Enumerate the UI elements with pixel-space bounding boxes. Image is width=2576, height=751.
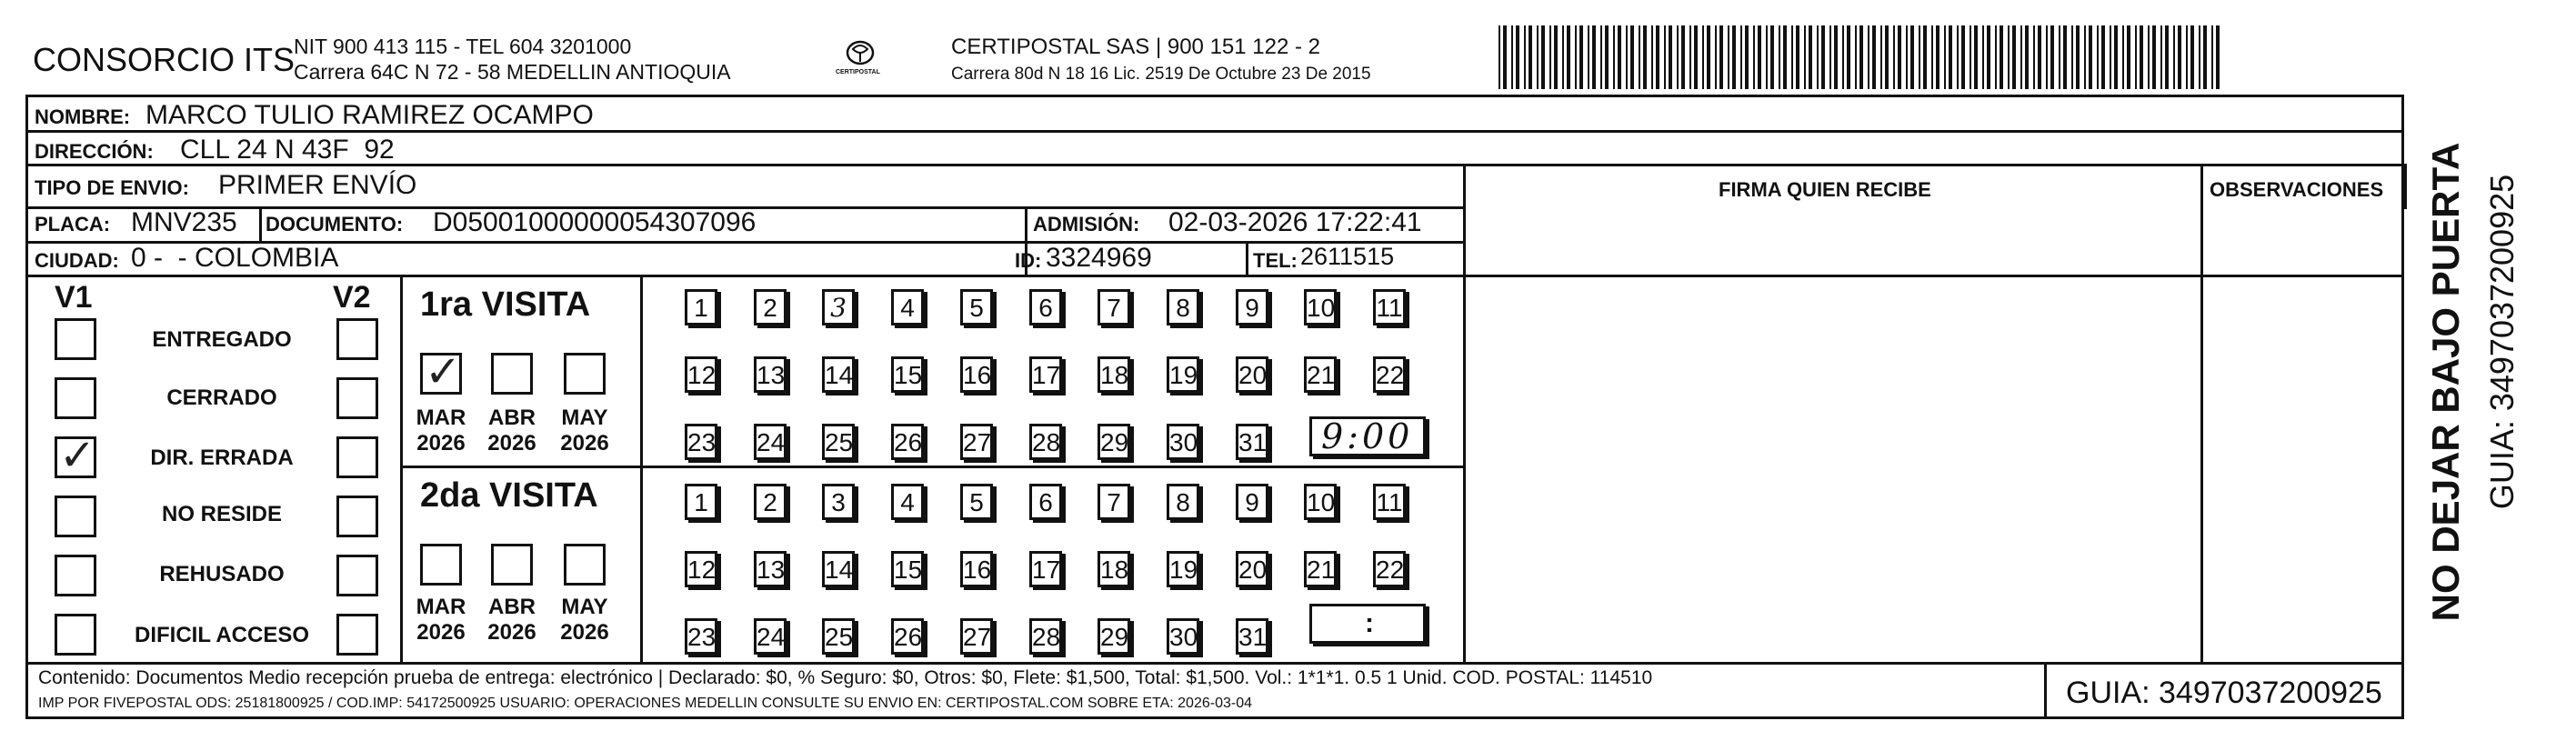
day-box[interactable]: 31 <box>1236 618 1268 655</box>
day-box[interactable]: 29 <box>1098 424 1130 460</box>
visit2-month-abr-checkbox[interactable] <box>491 544 533 586</box>
barcode-bar <box>1498 25 1500 89</box>
visit1-month-abr: ABR 2026 <box>487 406 536 456</box>
barcode-bar <box>1618 25 1621 89</box>
barcode-bar <box>2000 25 2003 89</box>
day-box[interactable]: 4 <box>891 484 924 520</box>
day-box[interactable]: 24 <box>754 424 787 460</box>
visit1-month-mar-checkbox[interactable] <box>420 346 462 397</box>
reason-dir-errada: DIR. ERRADA <box>150 446 294 470</box>
visit2-month-may: MAY 2026 <box>560 595 609 645</box>
barcode-bar <box>1817 25 1819 89</box>
day-box[interactable]: 28 <box>1029 424 1062 460</box>
reason-rehusado: REHUSADO <box>159 562 285 586</box>
barcode-bar <box>1579 25 1583 89</box>
day-box[interactable]: 2 <box>754 484 787 520</box>
barcode-bar <box>1677 25 1679 89</box>
visit1-month-mar: MAR 2026 <box>416 406 466 456</box>
ciudad-label: CIUDAD: <box>35 249 119 272</box>
v2-checkbox-dir-errada[interactable] <box>336 436 378 478</box>
day-box[interactable]: 12 <box>685 356 717 393</box>
barcode-bar <box>1588 25 1589 89</box>
logo-text: CERTIPOSTAL <box>836 69 880 75</box>
visit1-title: 1ra VISITA <box>420 285 591 324</box>
barcode-bar <box>2122 25 2124 89</box>
barcode-bar <box>1936 25 1940 89</box>
placa-label: PLACA: <box>35 213 111 235</box>
visit2-time-box[interactable] <box>1309 604 1426 644</box>
barcode-bar <box>1732 25 1736 89</box>
day-box[interactable]: 6 <box>1029 484 1062 520</box>
reason-no-reside: NO RESIDE <box>161 502 283 526</box>
barcode-bar <box>1707 25 1710 89</box>
tipo-envio-value: PRIMER ENVÍO <box>218 170 417 200</box>
reason-cerrado: CERRADO <box>166 386 277 410</box>
day-box[interactable]: 17 <box>1029 551 1062 587</box>
visit2-title: 2da VISITA <box>420 476 598 515</box>
company-nit: NIT 900 413 115 - TEL 604 3201000 <box>294 35 632 58</box>
day-box[interactable]: 10 <box>1304 289 1337 325</box>
day-box[interactable]: 13 <box>754 551 787 587</box>
barcode-bar <box>1982 25 1984 89</box>
barcode-bar <box>2046 25 2048 89</box>
day-box[interactable]: 9 <box>1236 484 1268 520</box>
v1-checkbox-dir-errada[interactable] <box>55 430 96 481</box>
visit2-month-abr: ABR 2026 <box>487 595 536 645</box>
day-box[interactable]: 15 <box>891 551 924 587</box>
day-box[interactable]: 26 <box>891 618 924 655</box>
barcode-bar <box>1524 25 1526 89</box>
visit1-month-may: MAY 2026 <box>560 406 609 456</box>
barcode-bar <box>1537 25 1539 89</box>
barcode-bar <box>1511 25 1513 89</box>
barcode-bar <box>1804 25 1806 89</box>
day-box[interactable]: 23 <box>685 424 717 460</box>
day-box[interactable]: 27 <box>960 618 993 655</box>
barcode-bar <box>1957 25 1959 89</box>
barcode-bar <box>2020 25 2022 89</box>
day-box[interactable]: 6 <box>1029 289 1062 325</box>
barcode-bar <box>2178 25 2181 89</box>
day-box[interactable]: 19 <box>1167 551 1199 587</box>
v1-checkbox-dificil-acceso[interactable] <box>55 614 96 656</box>
day-box[interactable]: 14 <box>822 356 855 393</box>
barcode-bar <box>1974 25 1978 89</box>
day-box[interactable]: 10 <box>1304 484 1337 520</box>
day-box[interactable]: 25 <box>822 618 855 655</box>
day-box[interactable]: 1 <box>685 484 717 520</box>
barcode-bar <box>1779 25 1780 89</box>
barcode-bar <box>2089 25 2092 89</box>
day-box[interactable]: 24 <box>754 618 787 655</box>
barcode-bar <box>2101 25 2105 89</box>
day-box[interactable]: 8 <box>1167 289 1199 325</box>
barcode-bar <box>1758 25 1761 89</box>
barcode-bar <box>1855 25 1857 89</box>
v1-checkbox-entregado[interactable] <box>55 318 96 360</box>
day-box[interactable]: 27 <box>960 424 993 460</box>
day-box[interactable]: 12 <box>685 551 717 587</box>
barcode-bar <box>1809 25 1812 89</box>
barcode-bar <box>2216 25 2220 89</box>
barcode-bar <box>1715 25 1717 89</box>
day-box[interactable]: 22 <box>1373 551 1406 587</box>
barcode-bar <box>1791 25 1793 89</box>
barcode-bar <box>1719 25 1723 89</box>
v2-checkbox-entregado[interactable] <box>336 318 378 360</box>
company-name: CONSORCIO ITS <box>33 41 296 78</box>
barcode-bar <box>1503 25 1507 89</box>
barcode-bar <box>2160 25 2162 89</box>
day-box[interactable]: 14 <box>822 551 855 587</box>
id-label: ID: <box>1015 249 1042 272</box>
v2-header: V2 <box>333 280 371 315</box>
v1-checkbox-cerrado[interactable] <box>55 377 96 419</box>
barcode-bar <box>1766 25 1768 89</box>
barcode-bar <box>1995 25 1997 89</box>
day-box[interactable]: 18 <box>1098 356 1130 393</box>
barcode-bar <box>1783 25 1787 89</box>
day-box[interactable]: 21 <box>1304 551 1337 587</box>
day-box[interactable]: 7 <box>1098 484 1130 520</box>
day-box[interactable]: 18 <box>1098 551 1130 587</box>
visit2-month-mar: MAR 2026 <box>416 595 466 645</box>
day-box[interactable]: 15 <box>891 356 924 393</box>
barcode-bar <box>2063 25 2067 89</box>
visit2-time-value: : <box>1365 608 1374 638</box>
barcode-bar <box>1592 25 1596 89</box>
barcode-bar <box>2190 25 2194 89</box>
nombre-label: NOMBRE: <box>35 105 131 128</box>
day-box[interactable]: 16 <box>960 551 993 587</box>
barcode-bar <box>1702 25 1704 89</box>
v1-checkbox-rehusado[interactable] <box>55 555 96 596</box>
visit1-month-abr-checkbox[interactable] <box>491 353 533 395</box>
footer-contenido: Contenido: Documentos Medio recepción prueba de entrega: electrónico | Declarado: $0, % Seguro: $0, Otros: $0, Flete: $1,500, Total: $1,500. Vol.: 1*1*1. 0.5 1 Unid. COD. POSTAL: 114510 <box>38 667 1653 688</box>
ciudad-value: 0 - - COLOMBIA <box>131 243 339 273</box>
barcode-bar <box>1529 25 1532 89</box>
barcode-bar <box>2084 25 2086 89</box>
handwritten-check-icon: ✓ <box>425 346 462 397</box>
day-box[interactable]: 31 <box>1236 424 1268 460</box>
reason-entregado: ENTREGADO <box>152 327 292 352</box>
barcode-bar <box>1987 25 1990 89</box>
barcode-bar <box>1796 25 1799 89</box>
barcode-bar <box>2038 25 2041 89</box>
barcode-bar <box>2114 25 2118 89</box>
certipostal-logo-icon <box>833 36 887 84</box>
barcode-bar <box>2033 25 2035 89</box>
barcode-bar <box>1944 25 1946 89</box>
barcode-bar <box>1554 25 1558 89</box>
day-box[interactable]: 28 <box>1029 618 1062 655</box>
barcode-bar <box>1872 25 1876 89</box>
barcode-bar <box>1656 25 1659 89</box>
barcode-bar <box>1575 25 1577 89</box>
barcode-bar <box>1605 25 1609 89</box>
barcode-bar <box>1868 25 1869 89</box>
barcode-bar <box>1613 25 1615 89</box>
admision-label: ADMISIÓN: <box>1033 213 1140 235</box>
barcode-bar <box>1906 25 1908 89</box>
barcode-bar <box>2211 25 2213 89</box>
day-box[interactable]: 13 <box>754 356 787 393</box>
handwritten-check-icon: ✓ <box>59 430 96 481</box>
barcode-bar <box>1728 25 1729 89</box>
day-box[interactable]: 2 <box>754 289 787 325</box>
footer-guia: GUIA: 3497037200925 <box>2066 676 2382 710</box>
visit2-month-may-checkbox[interactable] <box>564 544 606 586</box>
barcode-bar <box>2008 25 2010 89</box>
barcode-bar <box>1630 25 1634 89</box>
barcode-bar <box>1745 25 1749 89</box>
footer-imp: IMP POR FIVEPOSTAL ODS: 25181800925 / COD.IMP: 54172500925 USUARIO: OPERACIONES MEDELLIN CONSULTE SU ENVIO EN: CERTIPOSTAL.COM SOBRE ETA: 2026-03-04 <box>38 696 1252 711</box>
day-box[interactable]: 21 <box>1304 356 1337 393</box>
barcode-bar <box>1923 25 1927 89</box>
visit1-time-box[interactable] <box>1309 416 1426 456</box>
barcode-bar <box>1681 25 1685 89</box>
barcode-bar <box>1626 25 1628 89</box>
barcode-bar <box>2071 25 2073 89</box>
day-box[interactable]: 20 <box>1236 551 1268 587</box>
barcode-bar <box>1689 25 1691 89</box>
barcode-bar <box>2152 25 2156 89</box>
barcode-bar <box>1516 25 1519 89</box>
barcode-bar <box>1931 25 1933 89</box>
barcode-bar <box>1600 25 1602 89</box>
day-box[interactable]: 23 <box>685 618 717 655</box>
nombre-value: MARCO TULIO RAMIREZ OCAMPO <box>145 100 594 130</box>
barcode-bar <box>1694 25 1698 89</box>
barcode-bar <box>1970 25 1971 89</box>
day-box[interactable]: 3 <box>822 484 855 520</box>
barcode-bar <box>1770 25 1774 89</box>
barcode-bar <box>2050 25 2054 89</box>
barcode-bar <box>1562 25 1564 89</box>
barcode <box>1498 25 2226 89</box>
placa-value: MNV235 <box>131 207 237 237</box>
barcode-bar <box>2135 25 2137 89</box>
barcode-bar <box>1541 25 1545 89</box>
barcode-bar <box>1829 25 1831 89</box>
day-box[interactable]: 5 <box>960 484 993 520</box>
day-box[interactable]: 20 <box>1236 356 1268 393</box>
visit1-time-value: 9:00 <box>1321 416 1414 456</box>
day-box[interactable]: 26 <box>891 424 924 460</box>
day-box[interactable]: 19 <box>1167 356 1199 393</box>
day-box[interactable]: 25 <box>822 424 855 460</box>
barcode-bar <box>1821 25 1825 89</box>
barcode-bar <box>2097 25 2099 89</box>
barcode-bar <box>2110 25 2111 89</box>
v2-checkbox-no-reside[interactable] <box>336 496 378 537</box>
tel-label: TEL: <box>1253 249 1298 272</box>
barcode-bar <box>1842 25 1844 89</box>
courier-line: CERTIPOSTAL SAS | 900 151 122 - 2 <box>951 35 1320 59</box>
direccion-label: DIRECCIÓN: <box>35 140 154 163</box>
day-box[interactable]: 29 <box>1098 618 1130 655</box>
day-box[interactable]: 4 <box>891 289 924 325</box>
barcode-bar <box>1834 25 1838 89</box>
barcode-bar <box>1961 25 1965 89</box>
day-box[interactable]: 30 <box>1167 618 1199 655</box>
barcode-bar <box>1740 25 1742 89</box>
day-box[interactable]: 16 <box>960 356 993 393</box>
barcode-bar <box>2127 25 2130 89</box>
day-box[interactable]: 9 <box>1236 289 1268 325</box>
barcode-bar <box>1893 25 1895 89</box>
barcode-bar <box>2186 25 2188 89</box>
barcode-bar <box>2165 25 2169 89</box>
day-box[interactable]: 7 <box>1098 289 1130 325</box>
barcode-bar <box>1880 25 1882 89</box>
side-guia: GUIA: 3497037200925 <box>2483 174 2521 510</box>
tipo-envio-label: TIPO DE ENVIO: <box>35 176 189 199</box>
id-value: 3324969 <box>1046 243 1152 273</box>
direccion-value: CLL 24 N 43F 92 <box>180 135 395 165</box>
barcode-bar <box>1859 25 1863 89</box>
barcode-bar <box>1567 25 1570 89</box>
barcode-bar <box>2203 25 2207 89</box>
v1-header: V1 <box>55 280 93 315</box>
barcode-bar <box>1651 25 1653 89</box>
barcode-bar <box>1753 25 1755 89</box>
v2-checkbox-rehusado[interactable] <box>336 555 378 596</box>
barcode-bar <box>1639 25 1640 89</box>
day-box[interactable]: 5 <box>960 289 993 325</box>
barcode-bar <box>1549 25 1551 89</box>
barcode-bar <box>1669 25 1672 89</box>
v2-checkbox-cerrado[interactable] <box>336 377 378 419</box>
barcode-bar <box>1898 25 1901 89</box>
barcode-bar <box>2076 25 2080 89</box>
visit1-month-may-checkbox[interactable] <box>564 353 606 395</box>
day-box[interactable]: 3 <box>822 289 855 325</box>
observaciones-header: OBSERVACIONES <box>2210 178 2384 201</box>
barcode-bar <box>1885 25 1889 89</box>
day-box[interactable]: 17 <box>1029 356 1062 393</box>
day-box[interactable]: 1 <box>685 289 717 325</box>
barcode-bar <box>1664 25 1666 89</box>
courier-address: Carrera 80d N 18 16 Lic. 2519 De Octubre 23 De 2015 <box>951 65 1371 84</box>
day-box[interactable]: 11 <box>1373 484 1406 520</box>
barcode-bar <box>2012 25 2016 89</box>
documento-label: DOCUMENTO: <box>266 213 404 235</box>
barcode-bar <box>2059 25 2060 89</box>
barcode-bar <box>2148 25 2150 89</box>
day-box[interactable]: 11 <box>1373 289 1406 325</box>
barcode-bar <box>1910 25 1914 89</box>
barcode-bar <box>1919 25 1920 89</box>
documento-value: D05001000000054307096 <box>433 207 757 237</box>
company-address: Carrera 64C N 72 - 58 MEDELLIN ANTIOQUIA <box>294 60 731 84</box>
visit2-month-mar-checkbox[interactable] <box>420 544 462 586</box>
day-box[interactable]: 30 <box>1167 424 1199 460</box>
reason-dificil-acceso: DIFICIL ACCESO <box>134 623 309 647</box>
admision-value: 02-03-2026 17:22:41 <box>1168 207 1422 237</box>
barcode-bar <box>2140 25 2143 89</box>
barcode-bar <box>1847 25 1850 89</box>
barcode-bar <box>1643 25 1647 89</box>
barcode-bar <box>2199 25 2200 89</box>
v1-checkbox-no-reside[interactable] <box>55 496 96 537</box>
firma-header: FIRMA QUIEN RECIBE <box>1719 178 1931 201</box>
barcode-bar <box>2025 25 2029 89</box>
tel-value: 2611515 <box>1300 243 1395 270</box>
v2-checkbox-dificil-acceso[interactable] <box>336 614 378 656</box>
day-box[interactable]: 22 <box>1373 356 1406 393</box>
day-box[interactable]: 8 <box>1167 484 1199 520</box>
side-warning: NO DEJAR BAJO PUERTA <box>2424 142 2467 622</box>
barcode-bar <box>2173 25 2175 89</box>
barcode-bar <box>1949 25 1952 89</box>
